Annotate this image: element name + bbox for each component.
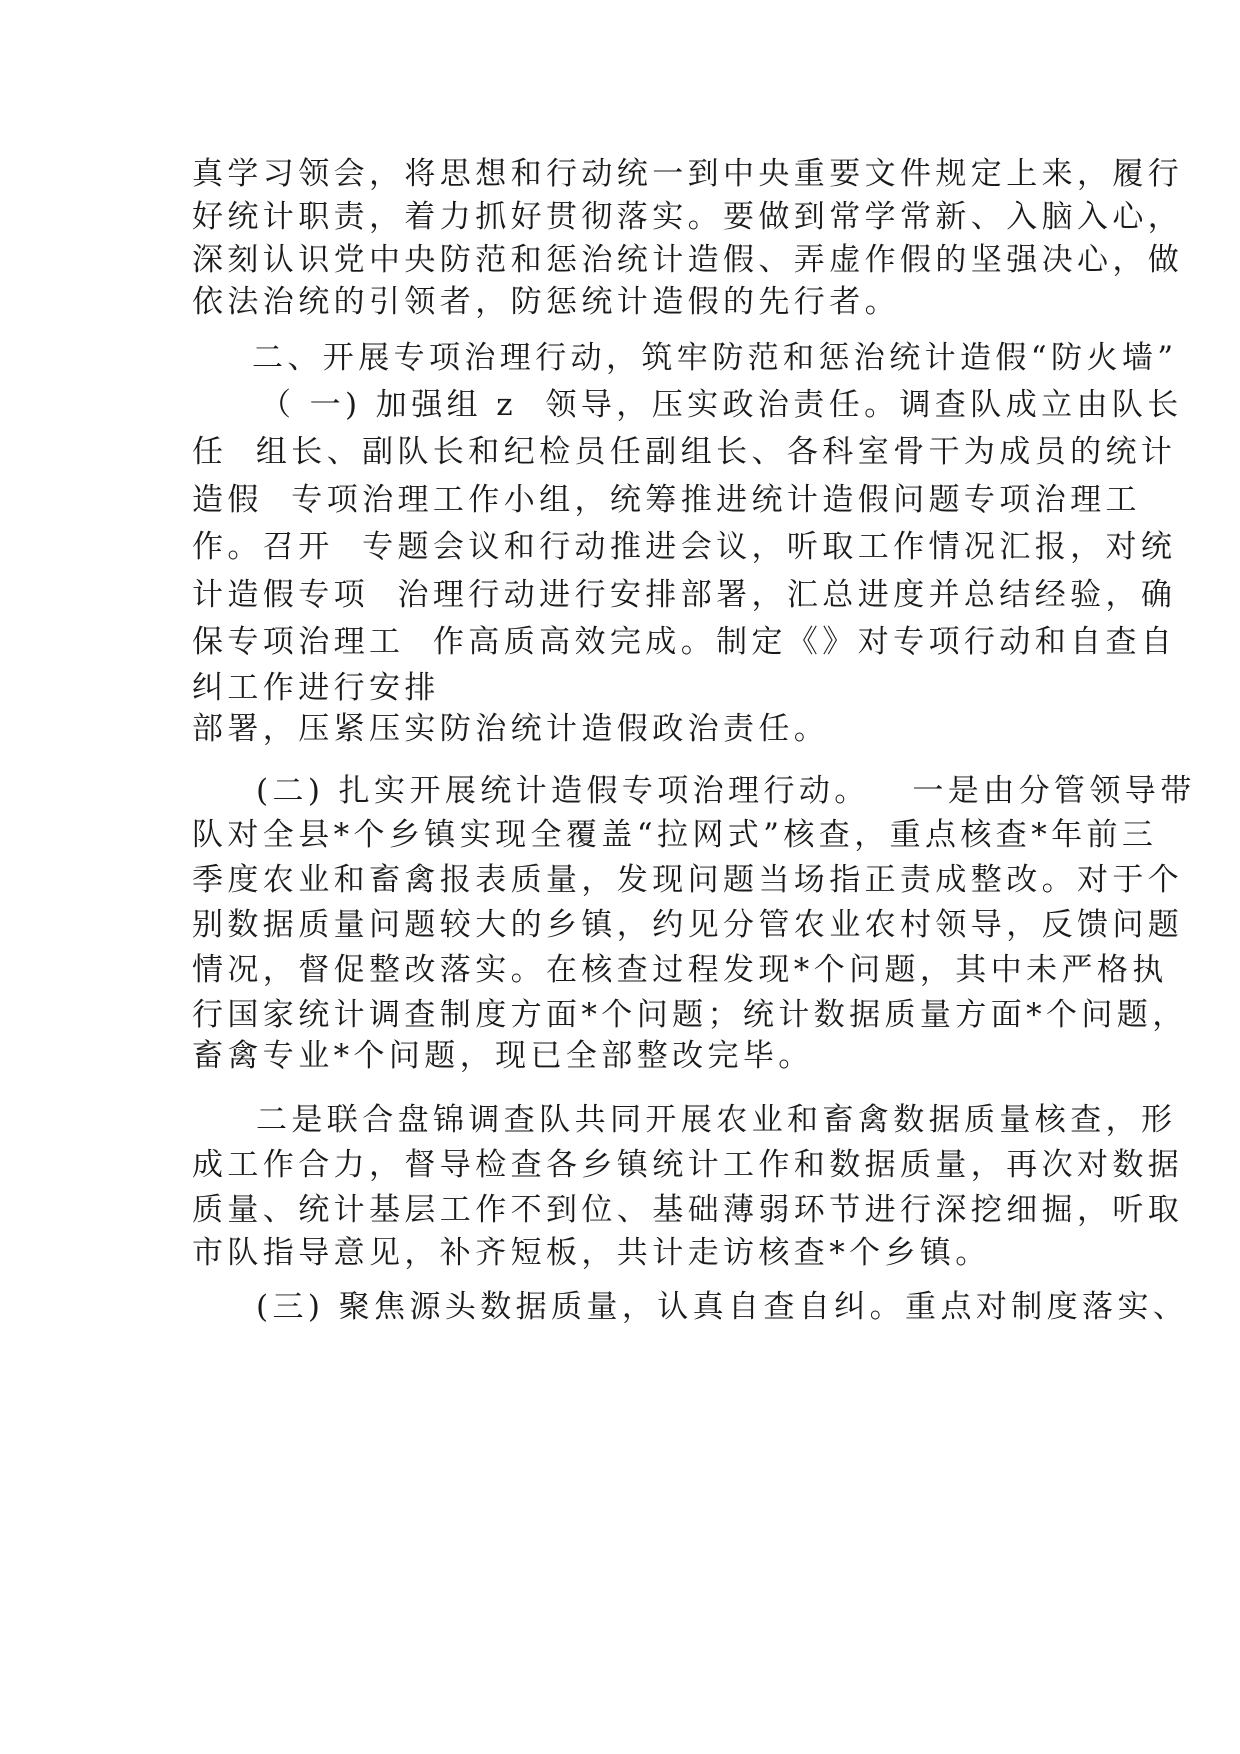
text-line: 别数据质量问题较大的乡镇，约见分管农业农村领导，反馈问题 [192, 907, 1184, 943]
text-line: 队对全县*个乡镇实现全覆盖“拉网式”核查，重点核查*年前三 [192, 817, 1158, 853]
text-line: 畜禽专业*个问题，现已全部整改完毕。 [192, 1038, 814, 1074]
paragraph-first-line: 二是联合盘锦调查队共同开展农业和畜禽数据质量核查，形 [256, 1102, 1177, 1138]
subsection-heading: （ 一) 加强组 z 领导，压实政治责任。调查队成立由队长 [260, 387, 1183, 423]
text-line: 造假 专项治理工作小组，统筹推进统计造假问题专项治理工 [192, 482, 1141, 518]
text-line: 质量、统计基层工作不到位、基础薄弱环节进行深挖细掘，听取 [192, 1192, 1184, 1228]
text-line: 市队指导意见，补齐短板，共计走访核查*个乡镇。 [192, 1235, 991, 1271]
text-line: 部署，压紧压实防治统计造假政治责任。 [192, 711, 830, 747]
subsection-heading: (三) 聚焦源头数据质量，认真自查自纠。重点对制度落实、 [256, 1289, 1189, 1325]
text-line: 作。召开 专题会议和行动推进会议，听取工作情况汇报，对统 [192, 529, 1177, 565]
text-line: 情况，督促整改落实。在核查过程发现*个问题，其中未严格执 [192, 952, 1168, 988]
subsection-heading: (二) 扎实开展统计造假专项治理行动。 一是由分管领导带 [256, 773, 1196, 809]
text-line: 纠工作进行安排 [192, 670, 440, 706]
text-line: 依法治统的引领者，防惩统计造假的先行者。 [192, 284, 900, 320]
text-line: 真学习领会，将思想和行动统一到中央重要文件规定上来，履行 [192, 156, 1184, 192]
text-line: 保专项治理工 作高质高效完成。制定《》对专项行动和自查自 [192, 624, 1177, 660]
text-line: 计造假专项 治理行动进行安排部署，汇总进度并总结经验，确 [192, 577, 1177, 613]
text-line: 任 组长、副队长和纪检员任副组长、各科室骨干为成员的统计 [192, 434, 1177, 470]
text-line: 行国家统计调查制度方面*个问题；统计数据质量方面*个问题， [192, 997, 1188, 1033]
text-line: 季度农业和畜禽报表质量，发现问题当场指正责成整改。对于个 [192, 862, 1184, 898]
section-heading: 二、开展专项治理行动，筑牢防范和惩治统计造假“防火墙” [252, 340, 1178, 376]
text-line: 深刻认识党中央防范和惩治统计造假、弄虚作假的坚强决心，做 [192, 242, 1184, 278]
text-line: 成工作合力，督导检查各乡镇统计工作和数据质量，再次对数据 [192, 1147, 1184, 1183]
text-line: 好统计职责，着力抓好贯彻落实。要做到常学常新、入脑入心， [192, 199, 1184, 235]
